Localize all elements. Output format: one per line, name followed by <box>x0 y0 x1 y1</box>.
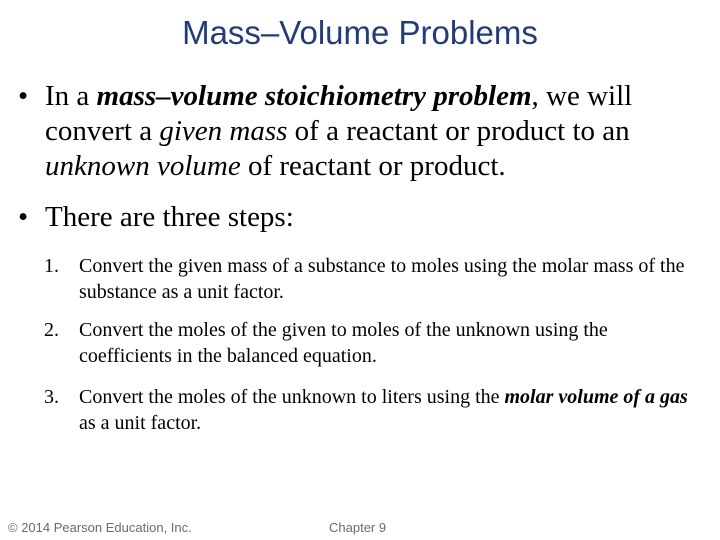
step-number: 3. <box>44 386 59 408</box>
text-run: , we will convert a <box>45 80 633 147</box>
text-run: Convert the moles of the unknown to liters using the <box>79 386 505 408</box>
text-run: In a <box>45 80 97 112</box>
step-number: 1. <box>44 255 59 277</box>
step-text: Convert the moles of the given to moles of the unknown using the coefficients in the balanced equation. <box>79 319 608 367</box>
step-text <box>79 384 704 436</box>
emphasis-term: mass–volume stoichiometry problem <box>96 80 532 112</box>
bullet-icon: • <box>18 80 29 112</box>
footer-chapter: Chapter 9 <box>329 520 387 535</box>
bullet-icon: • <box>18 201 29 233</box>
slide-title: Mass–Volume Problems <box>182 14 538 51</box>
bullet-text <box>45 79 708 184</box>
step-number: 2. <box>44 319 59 341</box>
text-run: as a unit factor. <box>79 412 202 434</box>
step-item <box>44 317 704 369</box>
step-item <box>44 384 704 436</box>
step-item <box>44 253 704 305</box>
step-text: Convert the given mass of a substance to moles using the molar mass of the substance as a unit factor. <box>79 255 685 303</box>
bullet-item <box>18 79 708 184</box>
bullet-text: There are three steps: <box>45 201 294 233</box>
emphasis-term: given mass <box>159 115 288 147</box>
footer-copyright: © 2014 Pearson Education, Inc. <box>8 520 192 535</box>
bullet-item <box>18 200 708 235</box>
text-run: of reactant or product. <box>240 150 506 182</box>
emphasis-term: molar volume of a gas <box>504 386 688 408</box>
emphasis-term: unknown volume <box>45 150 241 182</box>
text-run: of a reactant or product to an <box>287 115 630 147</box>
